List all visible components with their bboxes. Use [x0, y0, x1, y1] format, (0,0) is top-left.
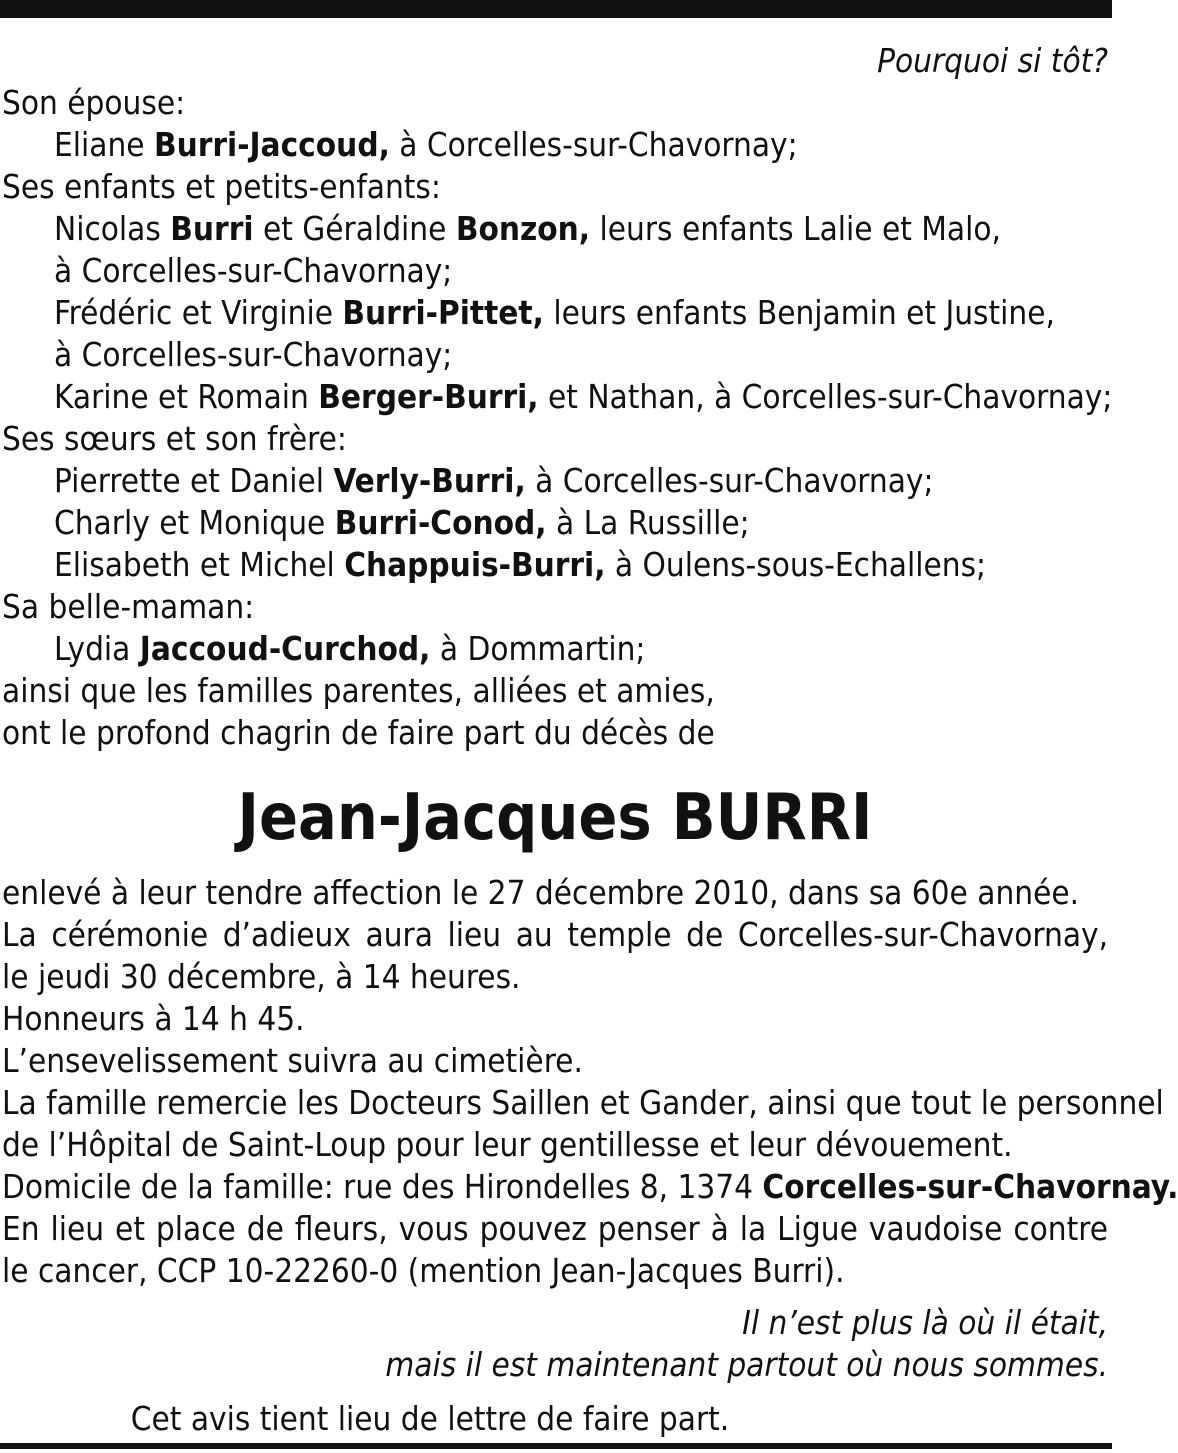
- closing-quote: [2, 1302, 1108, 1386]
- family-text: Lydia: [54, 629, 140, 668]
- family-text: Eliane: [54, 125, 154, 164]
- family-text: Karine et Romain: [54, 377, 319, 416]
- flowers-note: [2, 1208, 1108, 1292]
- family-text: à Oulens-sous-Echallens;: [605, 545, 987, 584]
- flowers-line: En lieu et place de fleurs, vous pouvez penser à la Ligue vaudoise contre: [2, 1209, 1108, 1248]
- family-text: Pierrette et Daniel: [54, 461, 334, 500]
- family-text: à Corcelles-sur-Chavornay;: [525, 461, 934, 500]
- family-text: leurs enfants Benjamin et Justine,: [543, 293, 1055, 332]
- family-text: à La Russille;: [546, 503, 750, 542]
- family-member-line: [2, 460, 1108, 502]
- family-group-heading: Ses sœurs et son frère:: [2, 419, 347, 458]
- family-member-line: [2, 124, 1108, 166]
- detail-line: La famille remercie les Docteurs Saillen et Gander, ainsi que tout le personnel: [2, 1083, 1164, 1122]
- family-group-heading: Sa belle-maman:: [2, 587, 255, 626]
- family-member-line: [2, 334, 1108, 376]
- detail-line: enlevé à leur tendre affection le 27 décembre 2010, dans sa 60e année.: [2, 873, 1080, 912]
- family-text: à Dommartin;: [430, 629, 646, 668]
- family-member-line: [2, 376, 1113, 418]
- detail-line: de l’Hôpital de Saint-Loup pour leur gentillesse et leur dévouement.: [2, 1125, 1013, 1164]
- detail-line: le jeudi 30 décembre, à 14 heures.: [2, 957, 521, 996]
- family-surname: Burri-Pittet,: [342, 293, 544, 332]
- obituary-notice: [2, 40, 1178, 1440]
- family-list: [2, 82, 1113, 670]
- family-member-line: [2, 502, 1108, 544]
- family-text: à Corcelles-sur-Chavornay;: [54, 335, 453, 374]
- family-surname: Jaccoud-Curchod,: [139, 629, 431, 668]
- family-surname: Verly-Burri,: [333, 461, 526, 500]
- family-member-line: [2, 628, 1108, 670]
- family-surname: Berger-Burri,: [318, 377, 539, 416]
- detail-line: La cérémonie d’adieux aura lieu au temple de Corcelles-sur-Chavornay,: [2, 915, 1108, 954]
- family-text: Charly et Monique: [54, 503, 335, 542]
- intro-line: ainsi que les familles parentes, alliées et amies,: [2, 671, 715, 710]
- closing-note: Cet avis tient lieu de lettre de faire part.: [130, 1399, 730, 1438]
- deceased-name: Jean-Jacques BURRI: [237, 781, 873, 855]
- family-member-line: [2, 544, 1108, 586]
- epigraph: Pourquoi si tôt?: [877, 41, 1108, 80]
- family-surname: Chappuis-Burri,: [344, 545, 606, 584]
- family-text: et Géraldine: [253, 209, 456, 248]
- quote-line: mais il est maintenant partout où nous sommes.: [385, 1345, 1108, 1384]
- family-text: Elisabeth et Michel: [54, 545, 345, 584]
- intro-line: ont le profond chagrin de faire part du décès de: [2, 713, 715, 752]
- bottom-border-rule: [0, 1443, 1112, 1449]
- family-surname: Burri-Jaccoud,: [153, 125, 390, 164]
- family-text: Frédéric et Virginie: [54, 293, 343, 332]
- domicile-line: [2, 1166, 1178, 1208]
- domicile-address: Domicile de la famille: rue des Hirondelles 8, 1374: [2, 1167, 763, 1206]
- ceremony-details: [2, 872, 1164, 1166]
- family-surname: Burri-Conod,: [334, 503, 547, 542]
- intro-text: [2, 670, 1108, 754]
- family-text: et Nathan, à Corcelles-sur-Chavornay;: [538, 377, 1113, 416]
- detail-line: L’ensevelissement suivra au cimetière.: [2, 1041, 583, 1080]
- domicile-town: Corcelles-sur-Chavornay.: [762, 1167, 1178, 1206]
- family-group-heading: Ses enfants et petits-enfants:: [2, 167, 441, 206]
- top-border-rule: [0, 0, 1112, 18]
- quote-line: Il n’est plus là où il était,: [742, 1303, 1108, 1342]
- flowers-line: le cancer, CCP 10-22260-0 (mention Jean-Jacques Burri).: [2, 1251, 845, 1290]
- family-member-line: [2, 292, 1108, 334]
- family-group-heading: Son épouse:: [2, 83, 186, 122]
- family-text: à Corcelles-sur-Chavornay;: [389, 125, 798, 164]
- family-member-line: [2, 250, 1108, 292]
- family-text: Nicolas: [54, 209, 171, 248]
- family-surname: Burri: [170, 209, 254, 248]
- family-text: leurs enfants Lalie et Malo,: [590, 209, 1001, 248]
- family-member-line: [2, 208, 1108, 250]
- family-text: à Corcelles-sur-Chavornay;: [54, 251, 453, 290]
- detail-line: Honneurs à 14 h 45.: [2, 999, 305, 1038]
- family-surname: Bonzon,: [455, 209, 591, 248]
